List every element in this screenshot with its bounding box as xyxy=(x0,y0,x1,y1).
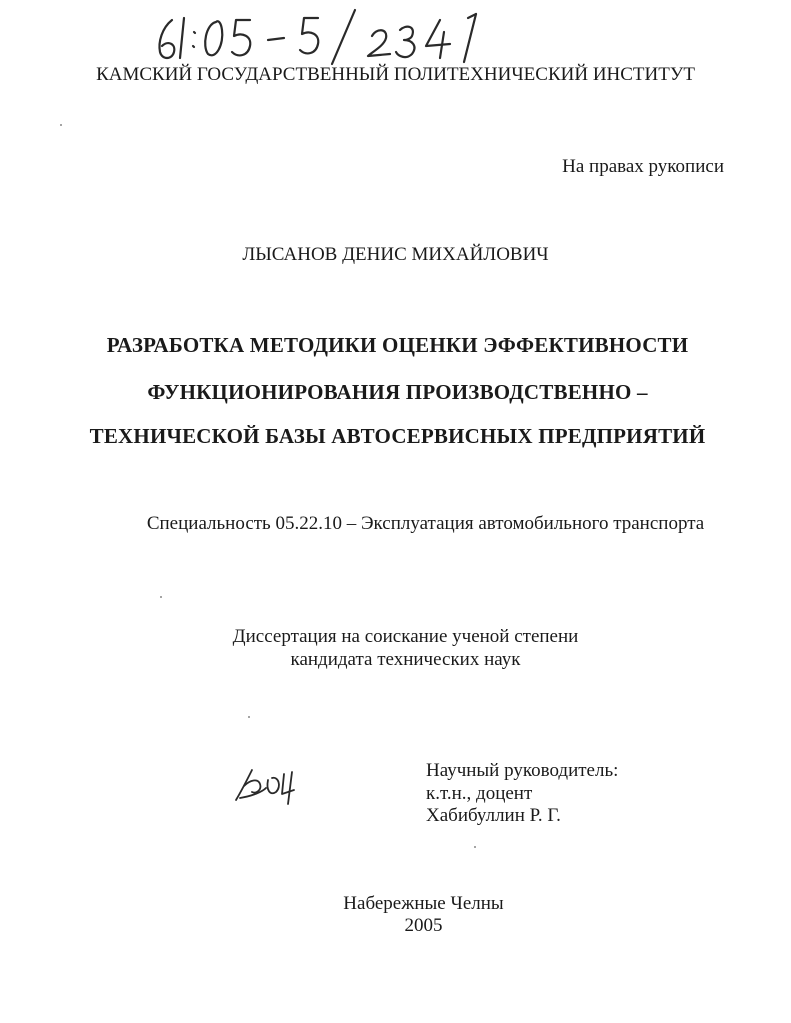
manuscript-rights-note: На правах рукописи xyxy=(562,156,724,177)
scan-speck xyxy=(474,846,476,848)
institute-name: КАМСКИЙ ГОСУДАРСТВЕННЫЙ ПОЛИТЕХНИЧЕСКИЙ ИНСТИТУТ xyxy=(96,64,695,85)
supervisor-label: Научный руководитель: xyxy=(426,760,619,781)
scan-speck xyxy=(60,124,62,126)
scan-speck xyxy=(160,596,162,598)
dissertation-title-line-3: ТЕХНИЧЕСКОЙ БАЗЫ АВТОСЕРВИСНЫХ ПРЕДПРИЯТИЙ xyxy=(89,424,706,448)
handwritten-signature xyxy=(232,760,312,810)
degree-statement-line-2: кандидата технических наук xyxy=(290,649,521,670)
dissertation-title-line-1: РАЗРАБОТКА МЕТОДИКИ ОЦЕНКИ ЭФФЕКТИВНОСТИ xyxy=(106,333,689,357)
specialty-line: Специальность 05.22.10 – Эксплуатация автомобильного транспорта xyxy=(146,513,705,534)
supervisor-name: Хабибуллин Р. Г. xyxy=(426,805,561,826)
city: Набережные Челны xyxy=(343,893,504,914)
handwritten-archive-code xyxy=(150,6,510,66)
author-name: ЛЫСАНОВ ДЕНИС МИХАЙЛОВИЧ xyxy=(242,244,549,265)
year: 2005 xyxy=(404,915,443,936)
supervisor-degree: к.т.н., доцент xyxy=(426,783,533,804)
degree-statement-line-1: Диссертация на соискание ученой степени xyxy=(232,626,579,647)
dissertation-title-line-2: ФУНКЦИОНИРОВАНИЯ ПРОИЗВОДСТВЕННО – xyxy=(147,380,648,404)
scan-speck xyxy=(248,716,250,718)
